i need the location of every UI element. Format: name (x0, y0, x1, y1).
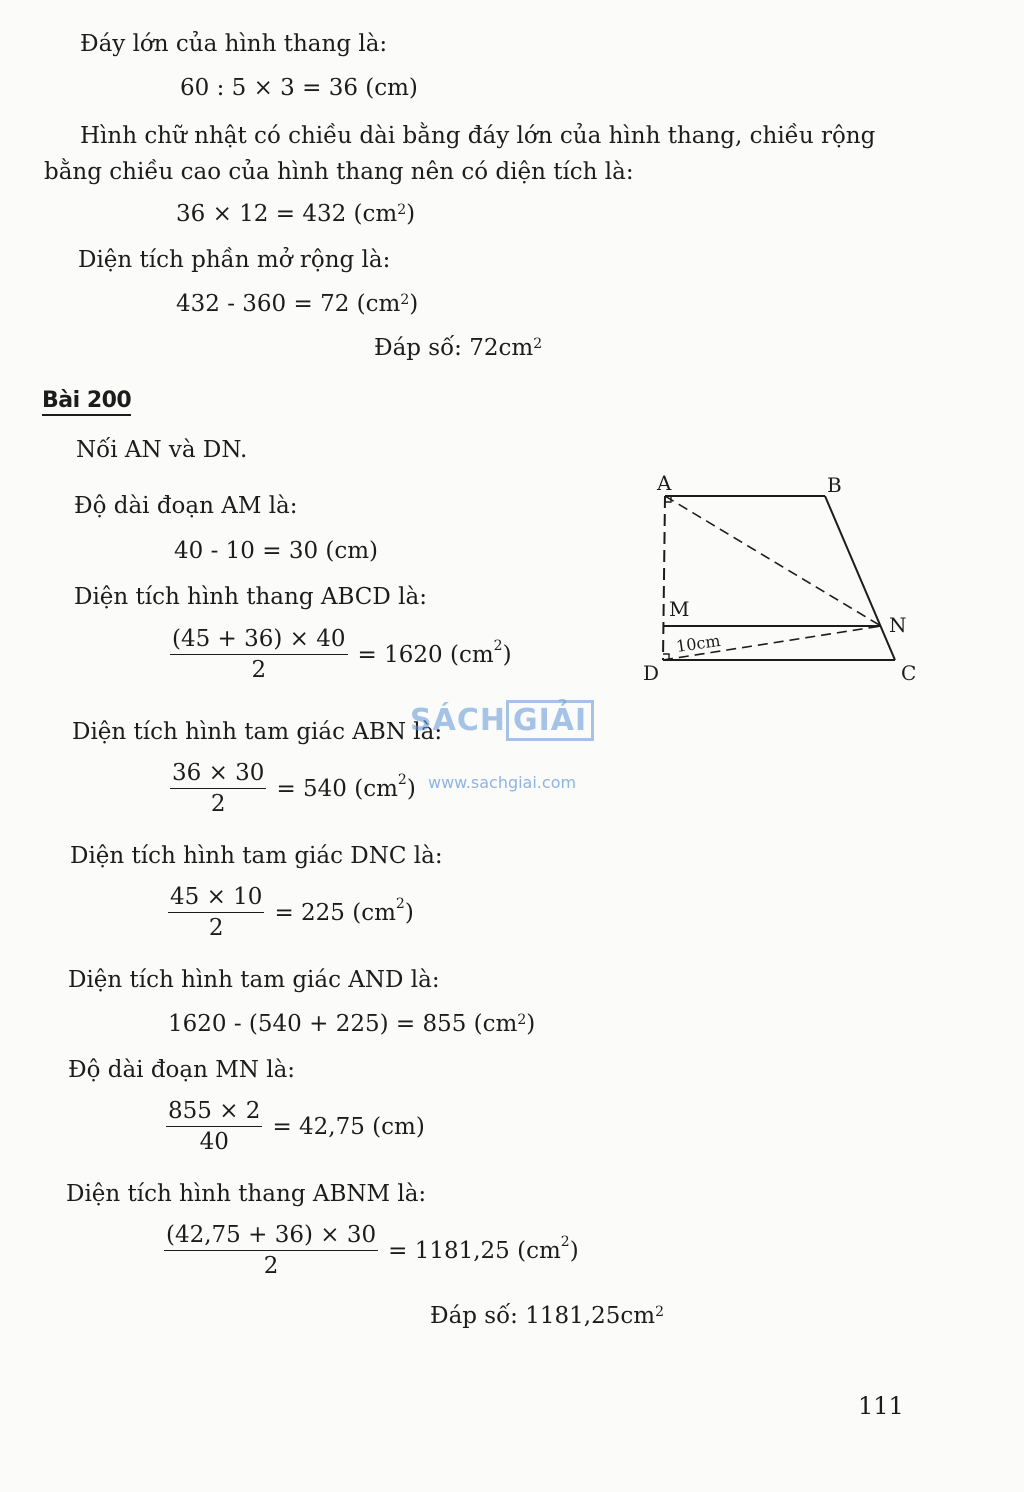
label-d: D (643, 661, 660, 685)
text-line: 60 : 5 × 3 = 36 (cm) (180, 75, 418, 101)
text-line: Đáy lớn của hình thang là: (80, 31, 388, 57)
label-m: M (669, 597, 690, 621)
fraction-equation: $\frac{36 \times 30}{2}$ = 540 $(cm^2)$ (172, 760, 416, 817)
answer-line: Đáp số: $72cm^2$ (374, 335, 543, 361)
text-line: Nối AN và DN. (76, 437, 248, 463)
text-line: 40 - 10 = 30 (cm) (174, 538, 379, 564)
label-n: N (889, 613, 907, 637)
text-line: Hình chữ nhật có chiều dài bằng đáy lớn của hình thang, chiều rộng (80, 123, 876, 149)
fraction-equation: $\frac{(42,75 + 36) \times 30}{2}$ = 1181,25 $(cm^2)$ (166, 1222, 579, 1279)
text-line: Diện tích hình tam giác DNC là: (70, 843, 443, 869)
label-length: 10cm (674, 630, 722, 656)
watermark-logo: SÁCH GIẢI (410, 700, 594, 741)
fraction-equation: $\frac{855 \times 2}{40}$ = 42,75 (cm) (168, 1098, 425, 1155)
text-line: Độ dài đoạn AM là: (74, 493, 298, 519)
trapezoid-figure (635, 470, 935, 690)
text-line: Diện tích hình tam giác ABN là: (72, 719, 443, 745)
text-line: 1620 - (540 + 225) = 855 $(cm^2)$ (168, 1011, 536, 1037)
fraction-equation: $\frac{(45 + 36) \times 40}{2}$ = 1620 $(cm^2)$ (172, 626, 512, 683)
diagonal-an (665, 496, 881, 626)
page-number: 111 (858, 1392, 904, 1420)
text-line: Diện tích hình tam giác AND là: (68, 967, 440, 993)
text-line: 36 × 12 = 432 $(cm^2)$ (176, 201, 416, 227)
answer-line: Đáp số: $1181,25cm^2$ (430, 1303, 664, 1329)
edge-bc (825, 496, 895, 660)
text-line: Độ dài đoạn MN là: (68, 1057, 296, 1083)
label-a: A (657, 471, 672, 495)
exercise-heading: Bài 200 (42, 388, 131, 416)
label-c: C (901, 661, 917, 685)
label-b: B (827, 473, 842, 497)
text-line: Diện tích hình thang ABNM là: (66, 1181, 427, 1207)
edge-ad (663, 496, 665, 660)
text-line: bằng chiều cao của hình thang nên có diện tích là: (44, 159, 634, 185)
fraction-equation: $\frac{45 \times 10}{2}$ = 225 $(cm^2)$ (170, 884, 414, 941)
watermark-url: www.sachgiai.com (428, 773, 577, 792)
text-line: 432 - 360 = 72 $(cm^2)$ (176, 291, 419, 317)
text-line: Diện tích phần mở rộng là: (78, 247, 391, 273)
text-line: Diện tích hình thang ABCD là: (74, 584, 427, 610)
